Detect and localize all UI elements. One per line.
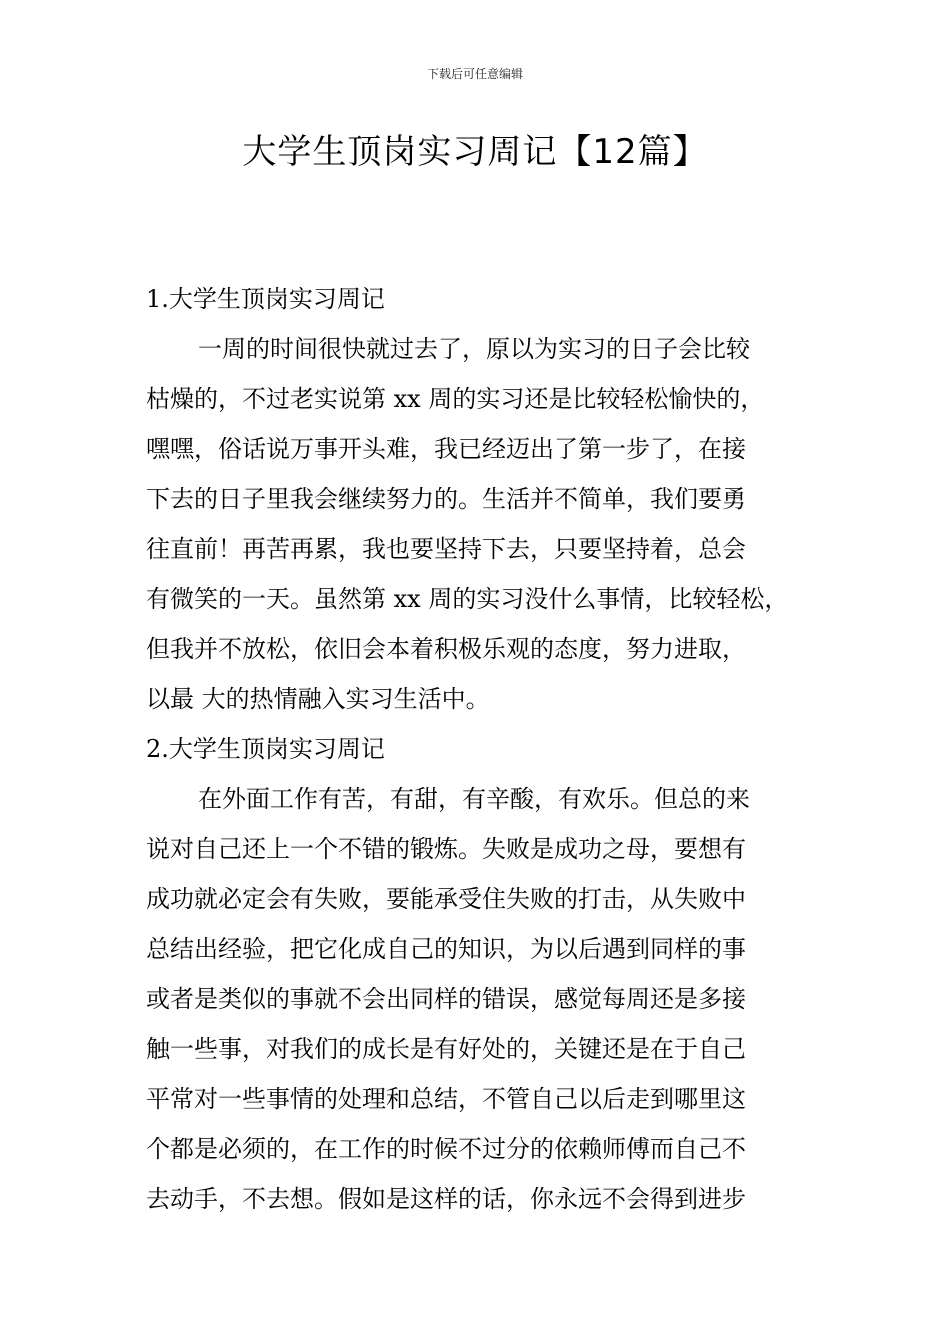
paragraph-line: 在外面工作有苦，有甜，有辛酸，有欢乐。但总的来 [198, 785, 750, 813]
paragraph-line: 有微笑的一天。虽然第 xx 周的实习没什么事情，比较轻松， [146, 585, 789, 613]
section-heading: 2.大学生顶岗实习周记 [146, 735, 385, 763]
paragraph-line: 平常对一些事情的处理和总结，不管自己以后走到哪里这 [146, 1085, 746, 1113]
header-note: 下载后可任意编辑 [426, 67, 523, 81]
paragraph-line: 触一些事，对我们的成长是有好处的，关键还是在于自己 [146, 1035, 746, 1063]
paragraph-line: 说对自己还上一个不错的锻炼。失败是成功之母，要想有 [146, 835, 746, 863]
paragraph-line: 下去的日子里我会继续努力的。生活并不简单，我们要勇 [146, 485, 746, 513]
paragraph-line: 去动手，不去想。假如是这样的话，你永远不会得到进步 [146, 1185, 746, 1213]
paragraph-line: 但我并不放松，依旧会本着积极乐观的态度，努力进取， [146, 635, 746, 663]
section-paragraph [146, 324, 818, 724]
paragraph-line: 以最 大的热情融入实习生活中。 [146, 685, 490, 713]
paragraph-line: 总结出经验，把它化成自己的知识，为以后遇到同样的事 [146, 935, 746, 963]
paragraph-line: 枯燥的，不过老实说第 xx 周的实习还是比较轻松愉快的， [146, 385, 765, 413]
document-body [146, 274, 818, 1224]
document-title: 大学生顶岗实习周记【12篇】 [242, 132, 708, 172]
paragraph-line: 嘿嘿，俗话说万事开头难，我已经迈出了第一步了，在接 [146, 435, 746, 463]
paragraph-line: 或者是类似的事就不会出同样的错误，感觉每周还是多接 [146, 985, 746, 1013]
paragraph-line: 往直前！再苦再累，我也要坚持下去，只要坚持着，总会 [146, 535, 746, 563]
section-heading: 1.大学生顶岗实习周记 [146, 285, 385, 313]
paragraph-line: 成功就必定会有失败，要能承受住失败的打击，从失败中 [146, 885, 746, 913]
section-paragraph [146, 774, 818, 1224]
paragraph-line: 个都是必须的，在工作的时候不过分的依赖师傅而自己不 [146, 1135, 746, 1163]
paragraph-line: 一周的时间很快就过去了，原以为实习的日子会比较 [198, 335, 750, 363]
